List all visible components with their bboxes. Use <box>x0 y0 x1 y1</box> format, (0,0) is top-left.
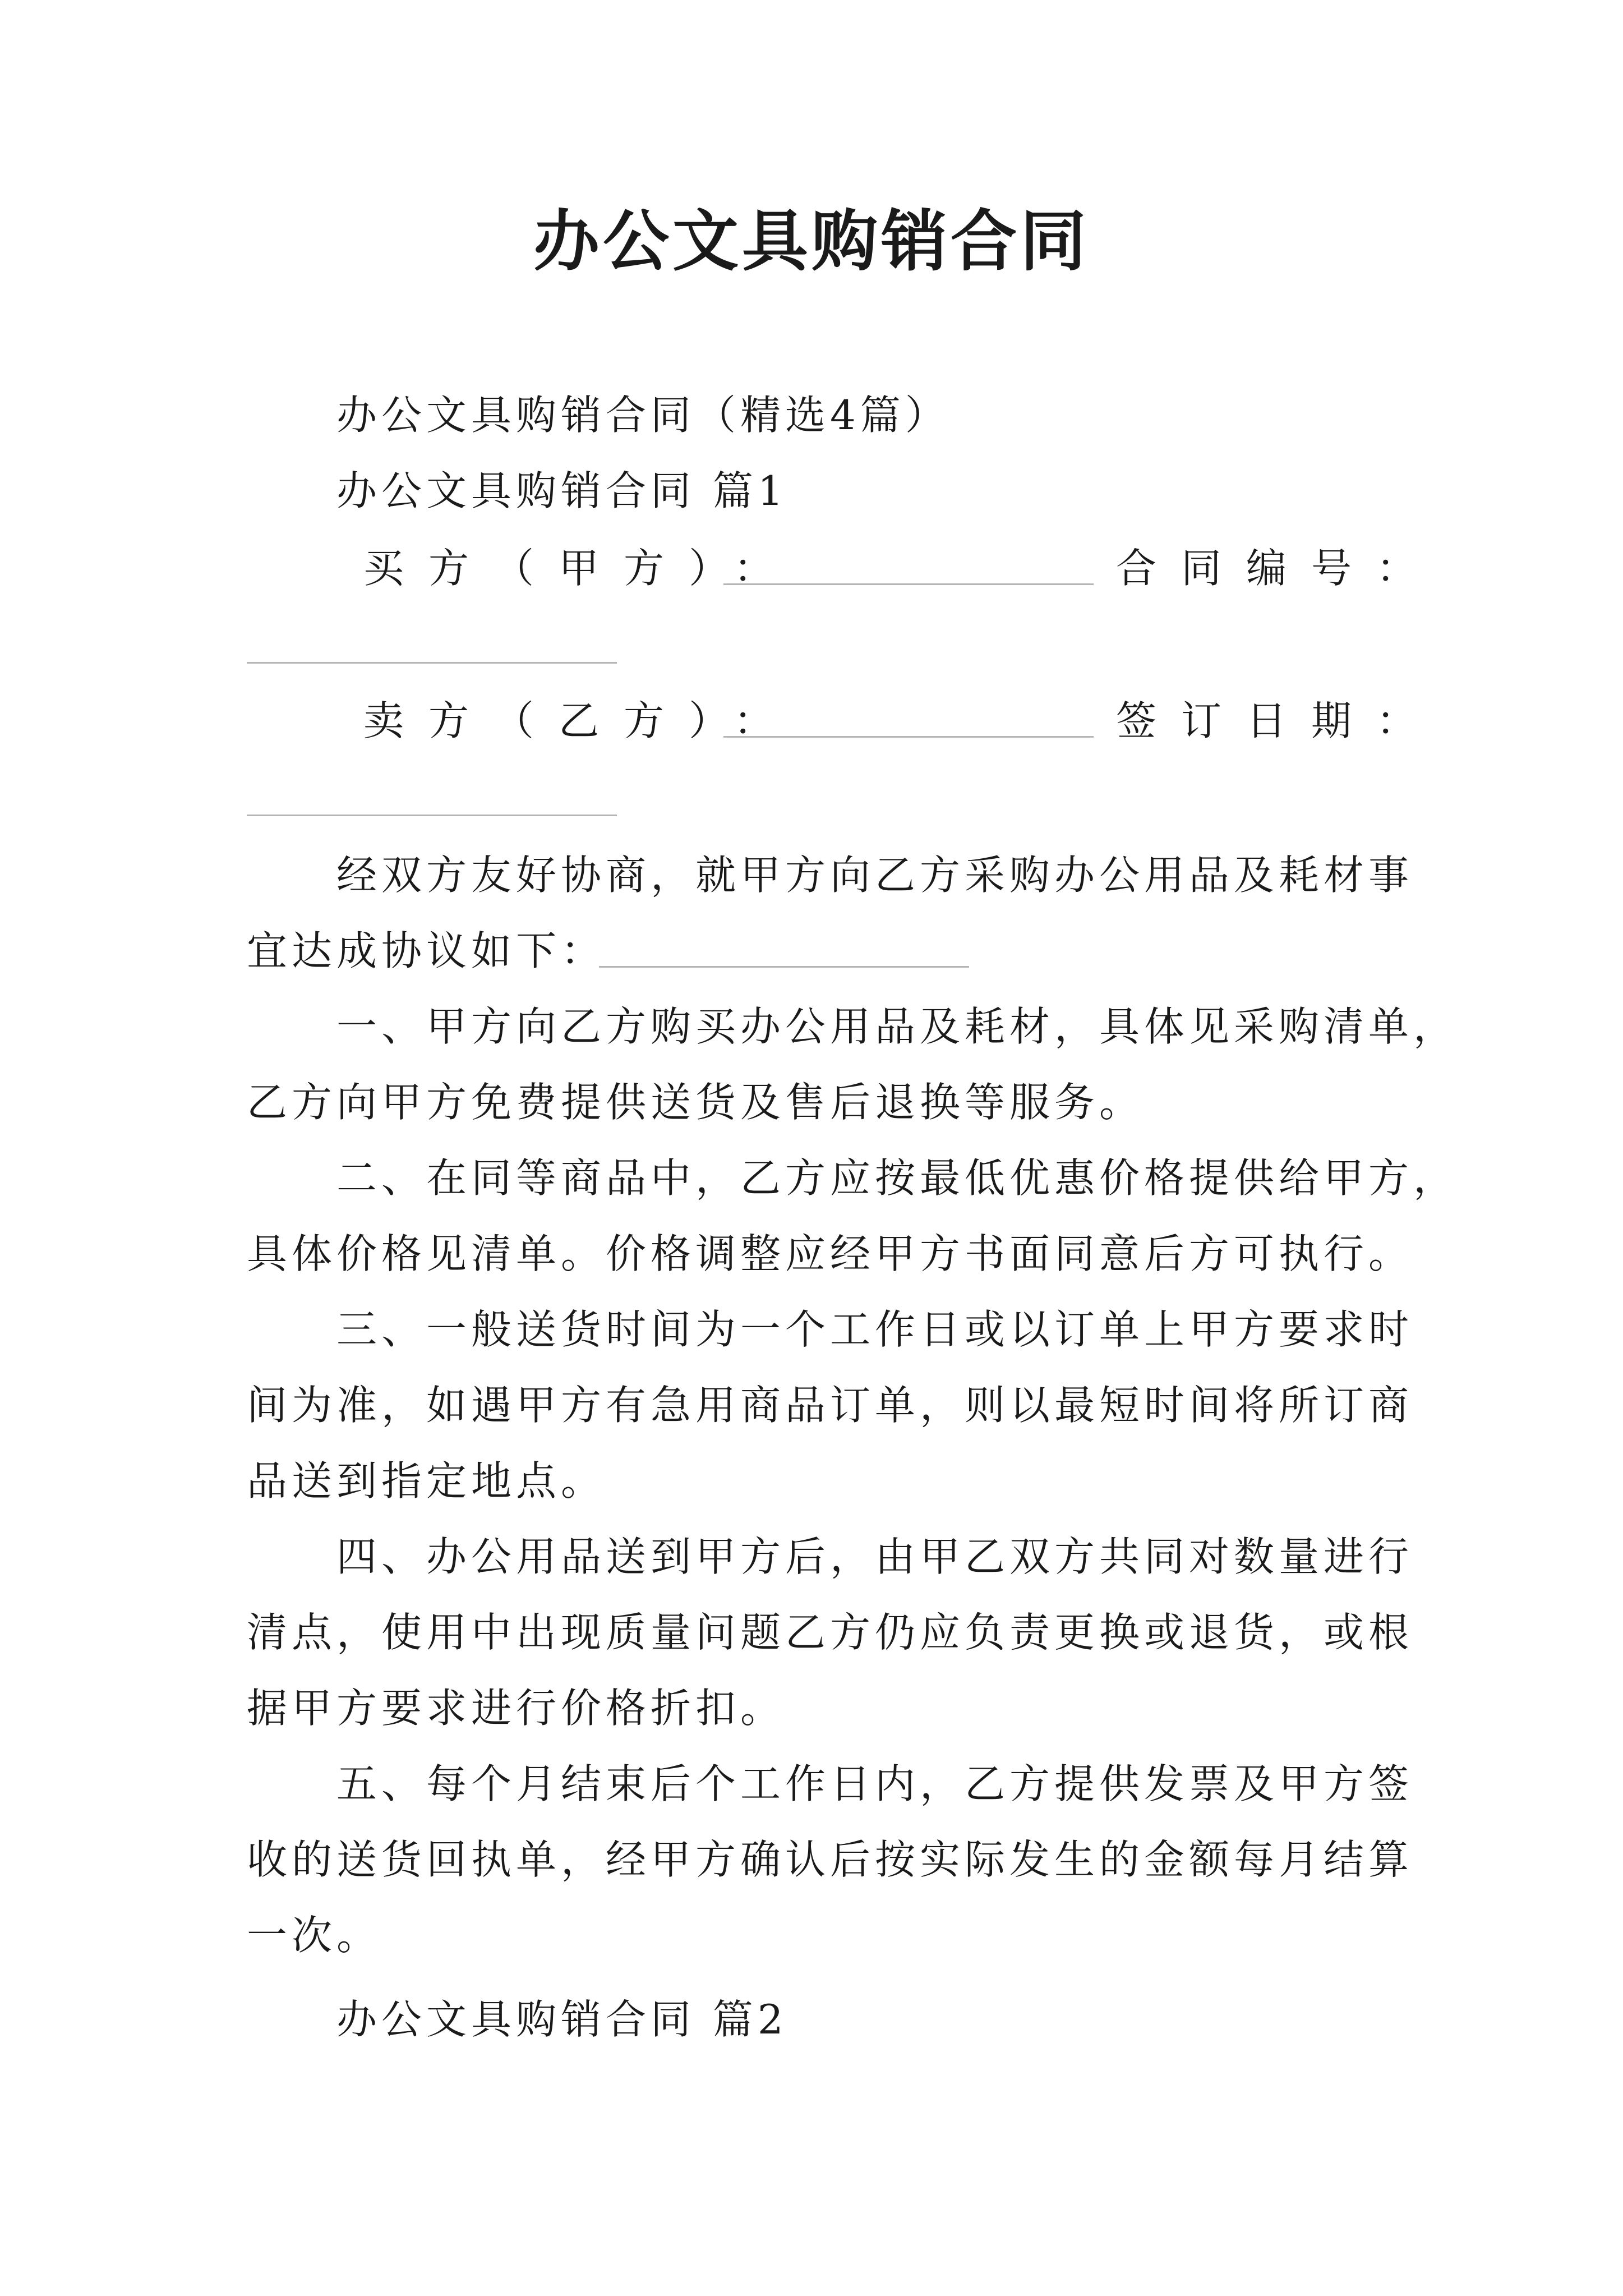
buyer-blank-line <box>723 583 1094 585</box>
intro-line-2: 宜达成协议如下： <box>247 927 606 974</box>
clause-1-line-1: 一、甲方向乙方购买办公用品及耗材，具体见采购清单， <box>336 1003 1459 1050</box>
contract-number-label: 合同编号： <box>1116 545 1442 592</box>
section-heading-1: 办公文具购销合同 篇1 <box>336 467 788 514</box>
clause-3-line-2: 间为准，如遇甲方有急用商品订单，则以最短时间将所订商 <box>247 1382 1414 1429</box>
clause-3-line-1: 三、一般送货时间为一个工作日或以订单上甲方要求时 <box>336 1306 1414 1353</box>
clause-5-line-2: 收的送货回执单，经甲方确认后按实际发生的金额每月结算 <box>247 1836 1414 1883</box>
clause-5-line-3: 一次。 <box>247 1912 382 1959</box>
clause-3-line-3: 品送到指定地点。 <box>247 1457 606 1504</box>
clause-5-line-1: 五、每个月结束后个工作日内，乙方提供发票及甲方签 <box>336 1760 1414 1807</box>
clause-1-line-2: 乙方向甲方免费提供送货及售后退换等服务。 <box>247 1079 1145 1126</box>
clause-4-line-1: 四、办公用品送到甲方后，由甲乙双方共同对数量进行 <box>336 1533 1414 1580</box>
sign-date-blank-line <box>247 815 617 816</box>
clause-4-line-3: 据甲方要求进行价格折扣。 <box>247 1685 786 1732</box>
seller-label: 卖方（乙方）： <box>363 697 799 744</box>
buyer-label: 买方（甲方）： <box>363 545 799 592</box>
document-subtitle: 办公文具购销合同（精选4篇） <box>336 392 950 439</box>
clause-2-line-1: 二、在同等商品中，乙方应按最低优惠价格提供给甲方， <box>336 1154 1459 1202</box>
sign-date-label: 签订日期： <box>1116 697 1442 744</box>
section-heading-2: 办公文具购销合同 篇2 <box>336 1996 788 2043</box>
document-title: 办公文具购销合同 <box>533 202 1090 280</box>
intro-blank-line <box>599 966 969 968</box>
intro-line-1: 经双方友好协商，就甲方向乙方采购办公用品及耗材事 <box>336 852 1414 899</box>
contract-number-blank-line <box>247 662 617 664</box>
seller-blank-line <box>723 736 1094 738</box>
clause-4-line-2: 清点，使用中出现质量问题乙方仍应负责更换或退货，或根 <box>247 1609 1414 1656</box>
clause-2-line-2: 具体价格见清单。价格调整应经甲方书面同意后方可执行。 <box>247 1230 1414 1277</box>
